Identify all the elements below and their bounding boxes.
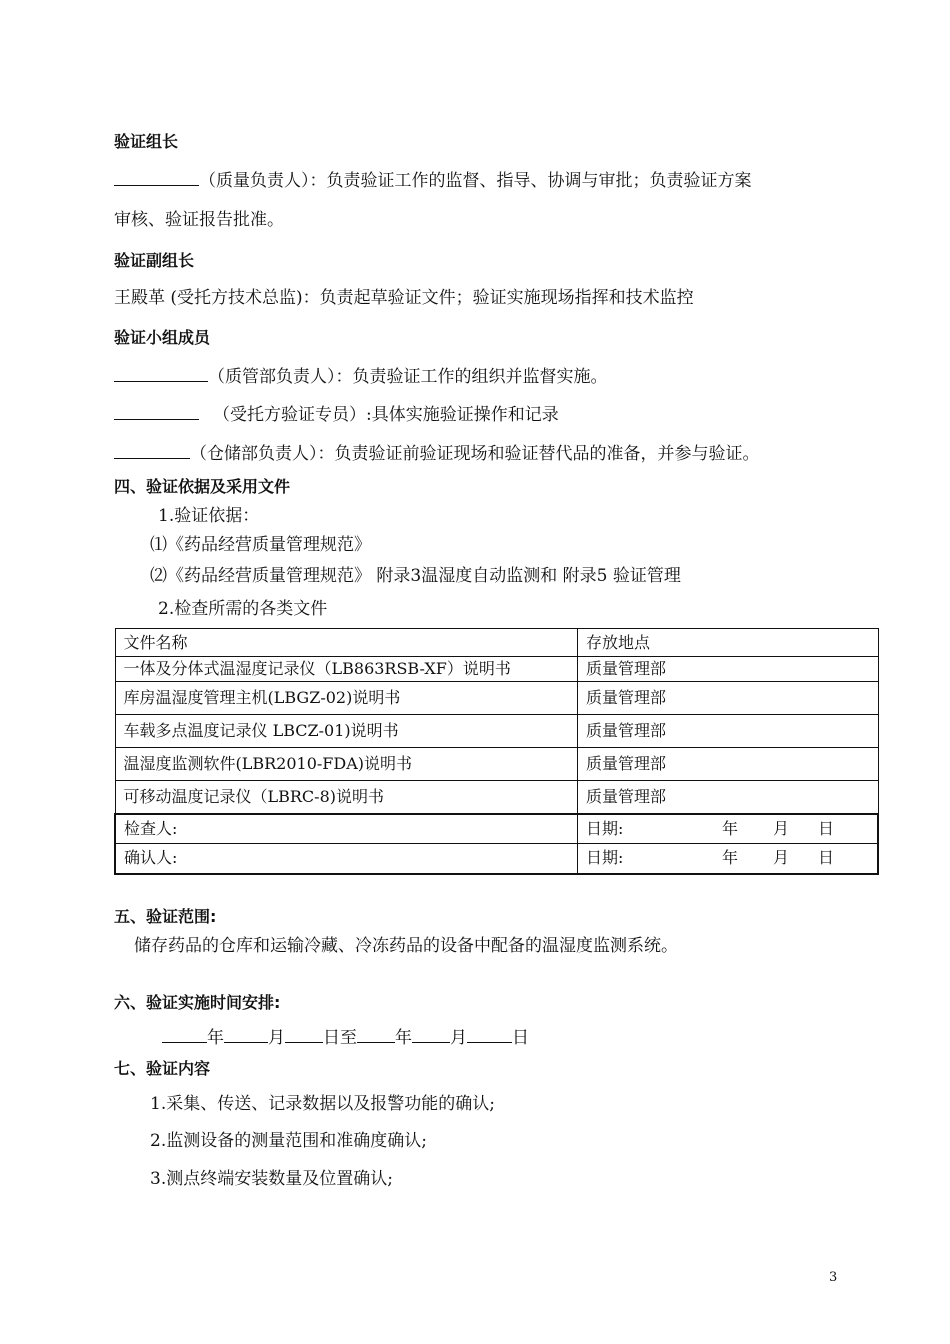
day-to-label: 日至 (323, 1028, 357, 1048)
section-7-heading: 七、验证内容 (114, 1059, 211, 1078)
name-blank[interactable] (114, 364, 208, 382)
content-item: 1.采集、传送、记录数据以及报警功能的确认; (150, 1094, 495, 1114)
file-name-cell: 可移动温度记录仪（LBRC-8)说明书 (115, 781, 578, 814)
page-number: 3 (829, 1270, 838, 1285)
header-location: 存放地点 (578, 629, 879, 657)
name-blank[interactable] (114, 441, 190, 459)
day-blank[interactable] (467, 1025, 512, 1043)
docs-label: 2.检查所需的各类文件 (158, 599, 328, 619)
day-blank[interactable] (285, 1025, 323, 1043)
checker-date-cell (578, 814, 879, 844)
content-item: 2.监测设备的测量范围和准确度确认; (150, 1131, 427, 1151)
location-cell: 质量管理部 (578, 682, 879, 715)
section-6-heading: 六、验证实施时间安排: (114, 993, 281, 1012)
documents-table (114, 628, 879, 875)
table-row (115, 781, 878, 814)
year-label: 年 (207, 1028, 224, 1048)
section-4-heading: 四、验证依据及采用文件 (114, 477, 291, 496)
file-name-cell: 一体及分体式温湿度记录仪（LB863RSB-XF）说明书 (115, 657, 578, 682)
basis-item-2: ⑵《药品经营质量管理规范》 附录3温湿度自动监测和 附录5 验证管理 (150, 566, 681, 586)
month-blank[interactable] (412, 1025, 450, 1043)
checker-row (115, 814, 878, 844)
month-label: 月 (773, 848, 790, 868)
leader-duty-text: （质量负责人）：负责验证工作的监督、指导、协调与审批；负责验证方案 (199, 171, 752, 191)
date-label: 日期: (586, 818, 624, 838)
month-label: 月 (268, 1028, 285, 1048)
name-blank[interactable] (114, 168, 199, 186)
deputy-heading: 验证副组长 (114, 251, 195, 270)
table-row (115, 715, 878, 748)
confirmer-row (115, 844, 878, 874)
confirmer-date-cell (578, 844, 879, 874)
basis-item-1: ⑴《药品经营质量管理规范》 (150, 535, 371, 555)
year-blank[interactable] (162, 1025, 207, 1043)
leader-duty-continued: 审核、验证报告批准。 (114, 210, 284, 230)
deputy-duty-text: 王殿革 (受托方技术总监)：负责起草验证文件；验证实施现场指挥和技术监控 (114, 288, 694, 308)
checker-label: 检查人: (115, 814, 578, 844)
member-line-1 (114, 364, 608, 388)
month-label: 月 (773, 818, 790, 838)
leader-heading: 验证组长 (114, 132, 179, 151)
file-name-cell: 车载多点温度记录仪 LBCZ-01)说明书 (115, 715, 578, 748)
table-row (115, 682, 878, 715)
basis-label: 1.验证依据： (158, 506, 260, 526)
location-cell: 质量管理部 (578, 715, 879, 748)
member-duty-text: （质管部负责人）：负责验证工作的组织并监督实施。 (208, 367, 608, 387)
month-blank[interactable] (224, 1025, 268, 1043)
day-label: 日 (818, 848, 835, 868)
table-row (115, 657, 878, 682)
schedule-line (162, 1025, 529, 1049)
confirmer-label: 确认人: (115, 844, 578, 874)
year-label: 年 (395, 1028, 412, 1048)
location-cell: 质量管理部 (578, 657, 879, 682)
name-blank[interactable] (114, 402, 199, 420)
member-duty-text: （仓储部负责人）：负责验证前验证现场和验证替代品的准备，并参与验证。 (190, 444, 760, 464)
date-label: 日期: (586, 848, 624, 868)
file-name-cell: 温湿度监测软件(LBR2010-FDA)说明书 (115, 748, 578, 781)
member-line-3 (114, 441, 760, 465)
table-row (115, 748, 878, 781)
day-label: 日 (818, 818, 835, 838)
scope-text: 储存药品的仓库和运输冷藏、冷冻药品的设备中配备的温湿度监测系统。 (134, 936, 678, 956)
file-name-cell: 库房温湿度管理主机(LBGZ-02)说明书 (115, 682, 578, 715)
location-cell: 质量管理部 (578, 748, 879, 781)
members-heading: 验证小组成员 (114, 328, 211, 347)
year-label: 年 (722, 848, 739, 868)
location-cell: 质量管理部 (578, 781, 879, 814)
member-duty-text: （受托方验证专员）:具体实施验证操作和记录 (213, 405, 559, 425)
month-label: 月 (450, 1028, 467, 1048)
header-file-name: 文件名称 (115, 629, 578, 657)
leader-duty-line (114, 168, 752, 192)
year-label: 年 (722, 818, 739, 838)
section-5-heading: 五、验证范围: (114, 907, 217, 926)
year-blank[interactable] (357, 1025, 395, 1043)
member-line-2 (114, 402, 559, 426)
content-item: 3.测点终端安装数量及位置确认; (150, 1169, 393, 1189)
table-header-row (115, 629, 878, 657)
day-label: 日 (512, 1028, 529, 1048)
